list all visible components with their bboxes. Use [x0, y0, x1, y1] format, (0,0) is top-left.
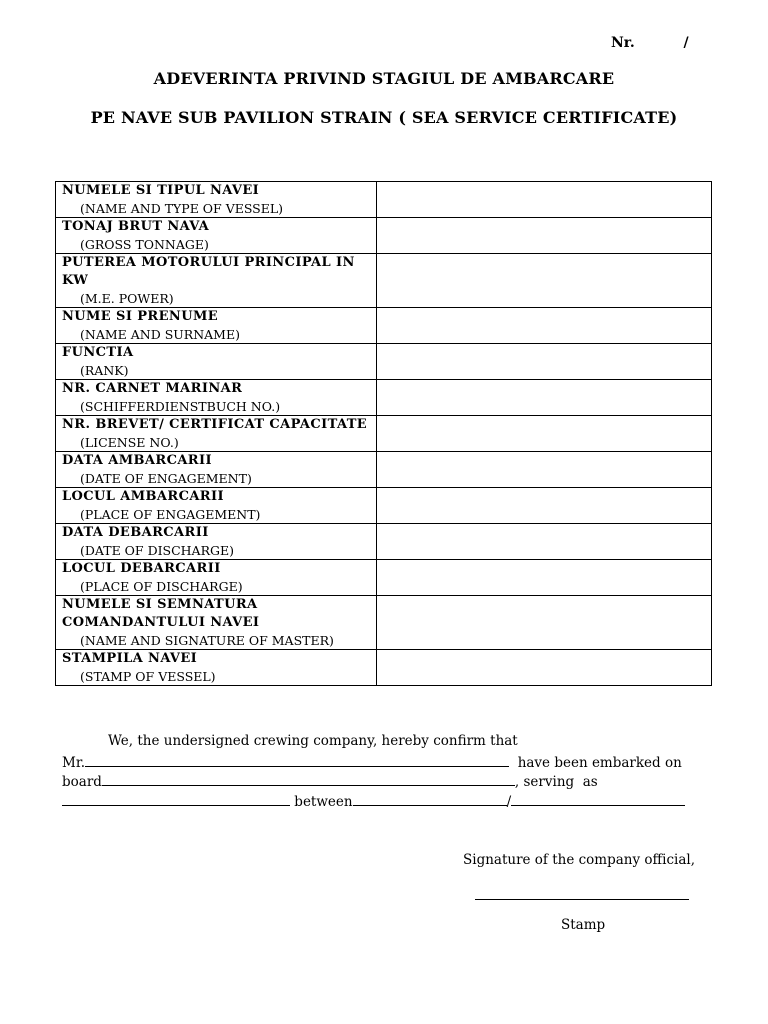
end-date-blank[interactable] — [511, 791, 685, 806]
row-label — [56, 488, 377, 524]
table-row — [56, 308, 712, 344]
confirmation-line-dates — [62, 791, 692, 811]
row-value-cell[interactable] — [377, 380, 712, 416]
field-name-english: (NAME AND TYPE OF VESSEL) — [80, 201, 284, 216]
row-value-cell[interactable] — [377, 488, 712, 524]
row-label — [56, 182, 377, 218]
table-row — [56, 380, 712, 416]
table-row — [56, 524, 712, 560]
table-row — [56, 650, 712, 686]
start-date-blank[interactable] — [353, 791, 507, 806]
table-row — [56, 596, 712, 650]
row-value-cell[interactable] — [377, 650, 712, 686]
row-value-cell[interactable] — [377, 524, 712, 560]
row-value-cell[interactable] — [377, 560, 712, 596]
field-name-romanian: LOCUL DEBARCARII — [62, 561, 221, 576]
field-name-english: (DATE OF ENGAGEMENT) — [80, 471, 252, 486]
embarked-label: have been embarked on — [517, 754, 682, 771]
row-label — [56, 596, 377, 650]
service-details-table — [55, 181, 712, 686]
table-row — [56, 560, 712, 596]
field-name-romanian: NR. CARNET MARINAR — [62, 381, 243, 396]
field-name-english: (PLACE OF DISCHARGE) — [80, 579, 243, 594]
row-value-cell[interactable] — [377, 254, 712, 308]
field-name-english: (LICENSE NO.) — [80, 435, 179, 450]
field-name-english: (PLACE OF ENGAGEMENT) — [80, 507, 261, 522]
table-row — [56, 488, 712, 524]
field-name-romanian: DATA DEBARCARII — [62, 525, 209, 540]
table-row — [56, 182, 712, 218]
document-title: ADEVERINTA PRIVIND STAGIUL DE AMBARCARE — [153, 69, 615, 88]
vessel-name-blank[interactable] — [102, 771, 515, 786]
table-row — [56, 416, 712, 452]
rank-blank[interactable] — [62, 791, 290, 806]
field-name-english: (SCHIFFERDIENSTBUCH NO.) — [80, 399, 281, 414]
table-row — [56, 218, 712, 254]
field-name-romanian: PUTEREA MOTORULUI PRINCIPAL IN KW — [62, 255, 355, 288]
row-label — [56, 560, 377, 596]
row-label — [56, 308, 377, 344]
confirmation-line-board — [62, 771, 692, 791]
field-name-romanian: NUMELE SI SEMNATURA COMANDANTULUI NAVEI — [62, 597, 260, 630]
board-label: board — [62, 774, 102, 790]
confirmation-line-mr — [62, 752, 692, 772]
row-value-cell[interactable] — [377, 218, 712, 254]
field-name-romanian: LOCUL AMBARCARII — [62, 489, 224, 504]
field-name-english: (NAME AND SIGNATURE OF MASTER) — [80, 633, 334, 648]
certificate-number: Nr. / — [611, 35, 689, 51]
field-name-romanian: NR. BREVET/ CERTIFICAT CAPACITATE — [62, 417, 368, 432]
field-name-english: (STAMP OF VESSEL) — [80, 669, 216, 684]
confirmation-intro: We, the undersigned crewing company, hereby confirm that — [108, 733, 518, 749]
field-name-romanian: NUMELE SI TIPUL NAVEI — [62, 183, 260, 198]
seafarer-name-blank[interactable] — [85, 752, 509, 767]
field-name-romanian: FUNCTIA — [62, 345, 134, 360]
field-name-english: (RANK) — [80, 363, 129, 378]
table-row — [56, 344, 712, 380]
field-name-romanian: TONAJ BRUT NAVA — [62, 219, 210, 234]
row-label — [56, 254, 377, 308]
row-value-cell[interactable] — [377, 182, 712, 218]
row-value-cell[interactable] — [377, 452, 712, 488]
between-label: between — [294, 793, 353, 810]
field-name-english: (M.E. POWER) — [80, 291, 174, 306]
row-value-cell[interactable] — [377, 344, 712, 380]
field-name-romanian: DATA AMBARCARII — [62, 453, 212, 468]
row-label — [56, 416, 377, 452]
field-name-english: (NAME AND SURNAME) — [80, 327, 240, 342]
confirmation-paragraph — [62, 732, 692, 810]
signature-label: Signature of the company official, — [463, 852, 695, 868]
field-name-romanian: NUME SI PRENUME — [62, 309, 219, 324]
row-value-cell[interactable] — [377, 308, 712, 344]
serving-label: , serving as — [514, 774, 598, 790]
document-subtitle: PE NAVE SUB PAVILION STRAIN ( SEA SERVICE CERTIFICATE) — [90, 108, 678, 127]
row-label — [56, 650, 377, 686]
row-label — [56, 452, 377, 488]
field-name-english: (GROSS TONNAGE) — [80, 237, 209, 252]
mr-label: Mr. — [62, 754, 86, 771]
field-name-romanian: STAMPILA NAVEI — [62, 651, 198, 666]
row-label — [56, 344, 377, 380]
table-row — [56, 254, 712, 308]
row-label — [56, 218, 377, 254]
row-label — [56, 524, 377, 560]
row-label — [56, 380, 377, 416]
stamp-label: Stamp — [561, 917, 606, 933]
row-value-cell[interactable] — [377, 416, 712, 452]
date-slash: / — [506, 793, 512, 810]
signature-line[interactable] — [475, 899, 689, 900]
table-row — [56, 452, 712, 488]
field-name-english: (DATE OF DISCHARGE) — [80, 543, 234, 558]
row-value-cell[interactable] — [377, 596, 712, 650]
